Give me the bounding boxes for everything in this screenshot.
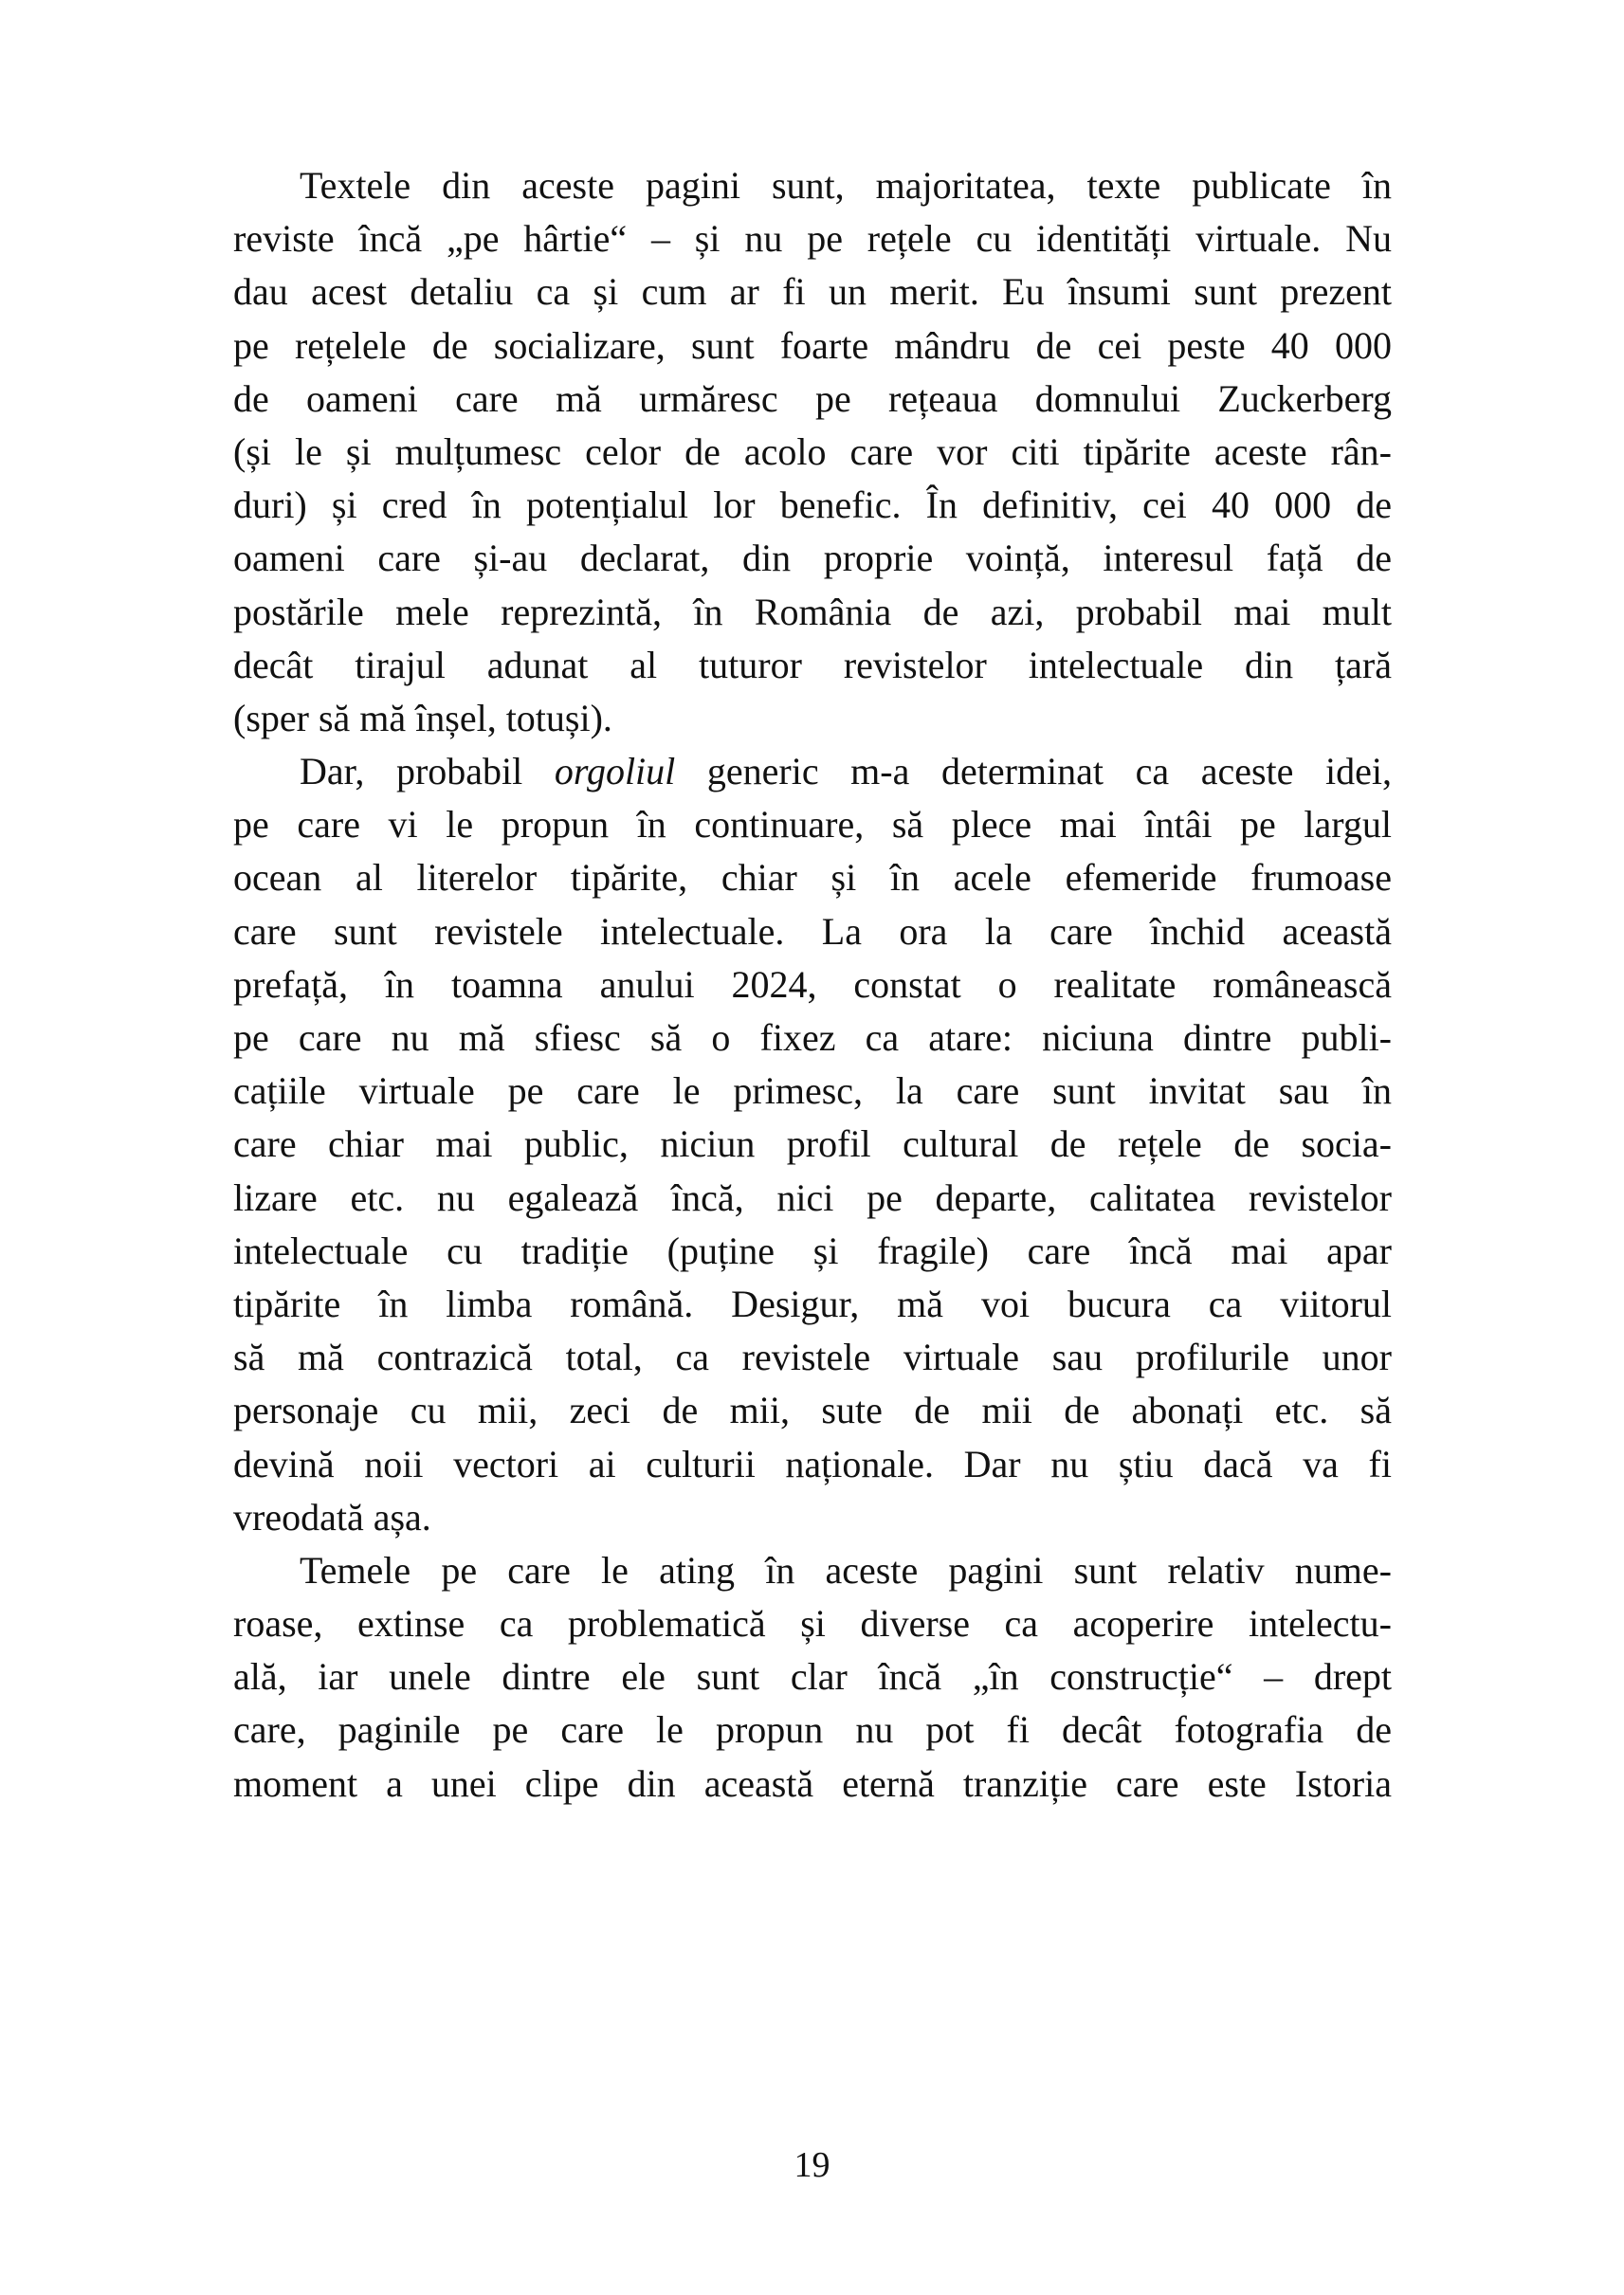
line-text: de oameni care mă urmăresc pe rețeaua domnului Zuckerberg	[233, 376, 1392, 420]
text-run: generic m-a determinat ca aceste idei,	[675, 750, 1392, 793]
text-run: Dar, probabil	[300, 750, 555, 793]
line-text: pe care nu mă sfiesc să o fixez ca atare: niciuna dintre publi-	[233, 1016, 1392, 1059]
paragraph-3	[233, 1544, 1392, 1811]
emphasized-word: orgoliul	[554, 750, 676, 793]
text-line	[233, 1384, 1392, 1437]
line-text: care chiar mai public, niciun profil cultural de rețele de socia-	[233, 1122, 1392, 1166]
line-text: devină noii vectori ai culturii naționale. Dar nu știu dacă va fi	[233, 1442, 1392, 1485]
line-text: duri) și cred în potențialul lor benefic. În definitiv, cei 40 000 de	[233, 483, 1392, 527]
line-text: dau acest detaliu ca și cum ar fi un merit. Eu însumi sunt prezent	[233, 270, 1392, 314]
line-text	[300, 745, 1392, 798]
line-text: decât tirajul adunat al tuturor revistelor intelectuale din țară	[233, 643, 1392, 686]
text-line	[233, 1491, 1392, 1544]
line-text: (și le și mulțumesc celor de acolo care vor citi tipărite aceste rân-	[233, 429, 1392, 473]
line-text: roase, extinse ca problematică și diverse ca acoperire intelectu-	[233, 1602, 1392, 1646]
line-text: postările mele reprezintă, în România de azi, probabil mai mult	[233, 590, 1392, 633]
text-line	[233, 159, 1392, 212]
text-line	[233, 692, 1392, 745]
text-line	[233, 1703, 1392, 1757]
text-line	[233, 1225, 1392, 1278]
line-text: prefață, în toamna anului 2024, constat o realitate românească	[233, 962, 1392, 1006]
text-line	[233, 798, 1392, 851]
text-line	[233, 1118, 1392, 1171]
text-line	[233, 479, 1392, 532]
text-line	[233, 1331, 1392, 1384]
text-line	[233, 905, 1392, 958]
line-text: ală, iar unele dintre ele sunt clar încă „în construcție“ – drept	[233, 1655, 1392, 1699]
line-text: pe care vi le propun în continuare, să plece mai întâi pe largul	[233, 803, 1392, 847]
text-line	[233, 1278, 1392, 1331]
line-text: pe rețelele de socializare, sunt foarte mândru de cei peste 40 000	[233, 323, 1392, 367]
text-line	[233, 1650, 1392, 1703]
text-line	[233, 373, 1392, 426]
line-text: ocean al literelor tipărite, chiar și în acele efemeride frumoase	[233, 856, 1392, 900]
paragraph-2	[233, 745, 1392, 1544]
line-text: personaje cu mii, zeci de mii, sute de mii de abonați etc. să	[233, 1389, 1392, 1432]
text-line	[233, 1544, 1392, 1597]
text-line	[233, 851, 1392, 904]
line-text: reviste încă „pe hârtie“ – și nu pe rețele cu identități virtuale. Nu	[233, 217, 1392, 261]
paragraph-1	[233, 159, 1392, 745]
line-text: (sper să mă înșel, totuși).	[233, 696, 612, 739]
page-number: 19	[794, 2145, 830, 2185]
line-text: moment a unei clipe din această eternă tranziție care este Istoria	[233, 1761, 1392, 1805]
text-line	[233, 1758, 1392, 1811]
line-text: intelectuale cu tradiție (puține și fragile) care încă mai apar	[233, 1229, 1392, 1272]
page-body	[233, 159, 1392, 1811]
text-line	[233, 426, 1392, 479]
text-line	[233, 1597, 1392, 1650]
text-line	[233, 1438, 1392, 1491]
line-text: lizare etc. nu egalează încă, nici pe departe, calitatea revistelor	[233, 1175, 1392, 1219]
text-line	[233, 1011, 1392, 1065]
text-line	[233, 639, 1392, 692]
line-text: care sunt revistele intelectuale. La ora la care închid această	[233, 909, 1392, 953]
text-line	[233, 212, 1392, 265]
text-line	[233, 265, 1392, 319]
text-line	[233, 586, 1392, 639]
text-line	[233, 319, 1392, 373]
line-text: cațiile virtuale pe care le primesc, la care sunt invitat sau în	[233, 1069, 1392, 1113]
text-line	[233, 745, 1392, 798]
line-text: să mă contrazică total, ca revistele virtuale sau profilurile unor	[233, 1336, 1392, 1379]
line-text: vreodată așa.	[233, 1495, 431, 1539]
line-text: Temele pe care le ating în aceste pagini sunt relativ nume-	[300, 1548, 1392, 1592]
text-line	[233, 532, 1392, 585]
line-text: tipărite în limba română. Desigur, mă voi bucura ca viitorul	[233, 1282, 1392, 1325]
line-text: oameni care și-au declarat, din proprie voință, interesul față de	[233, 537, 1392, 580]
text-line	[233, 1065, 1392, 1118]
line-text: Textele din aceste pagini sunt, majoritatea, texte publicate în	[300, 164, 1392, 207]
text-line	[233, 1172, 1392, 1225]
line-text: care, paginile pe care le propun nu pot fi decât fotografia de	[233, 1708, 1392, 1752]
text-line	[233, 958, 1392, 1011]
